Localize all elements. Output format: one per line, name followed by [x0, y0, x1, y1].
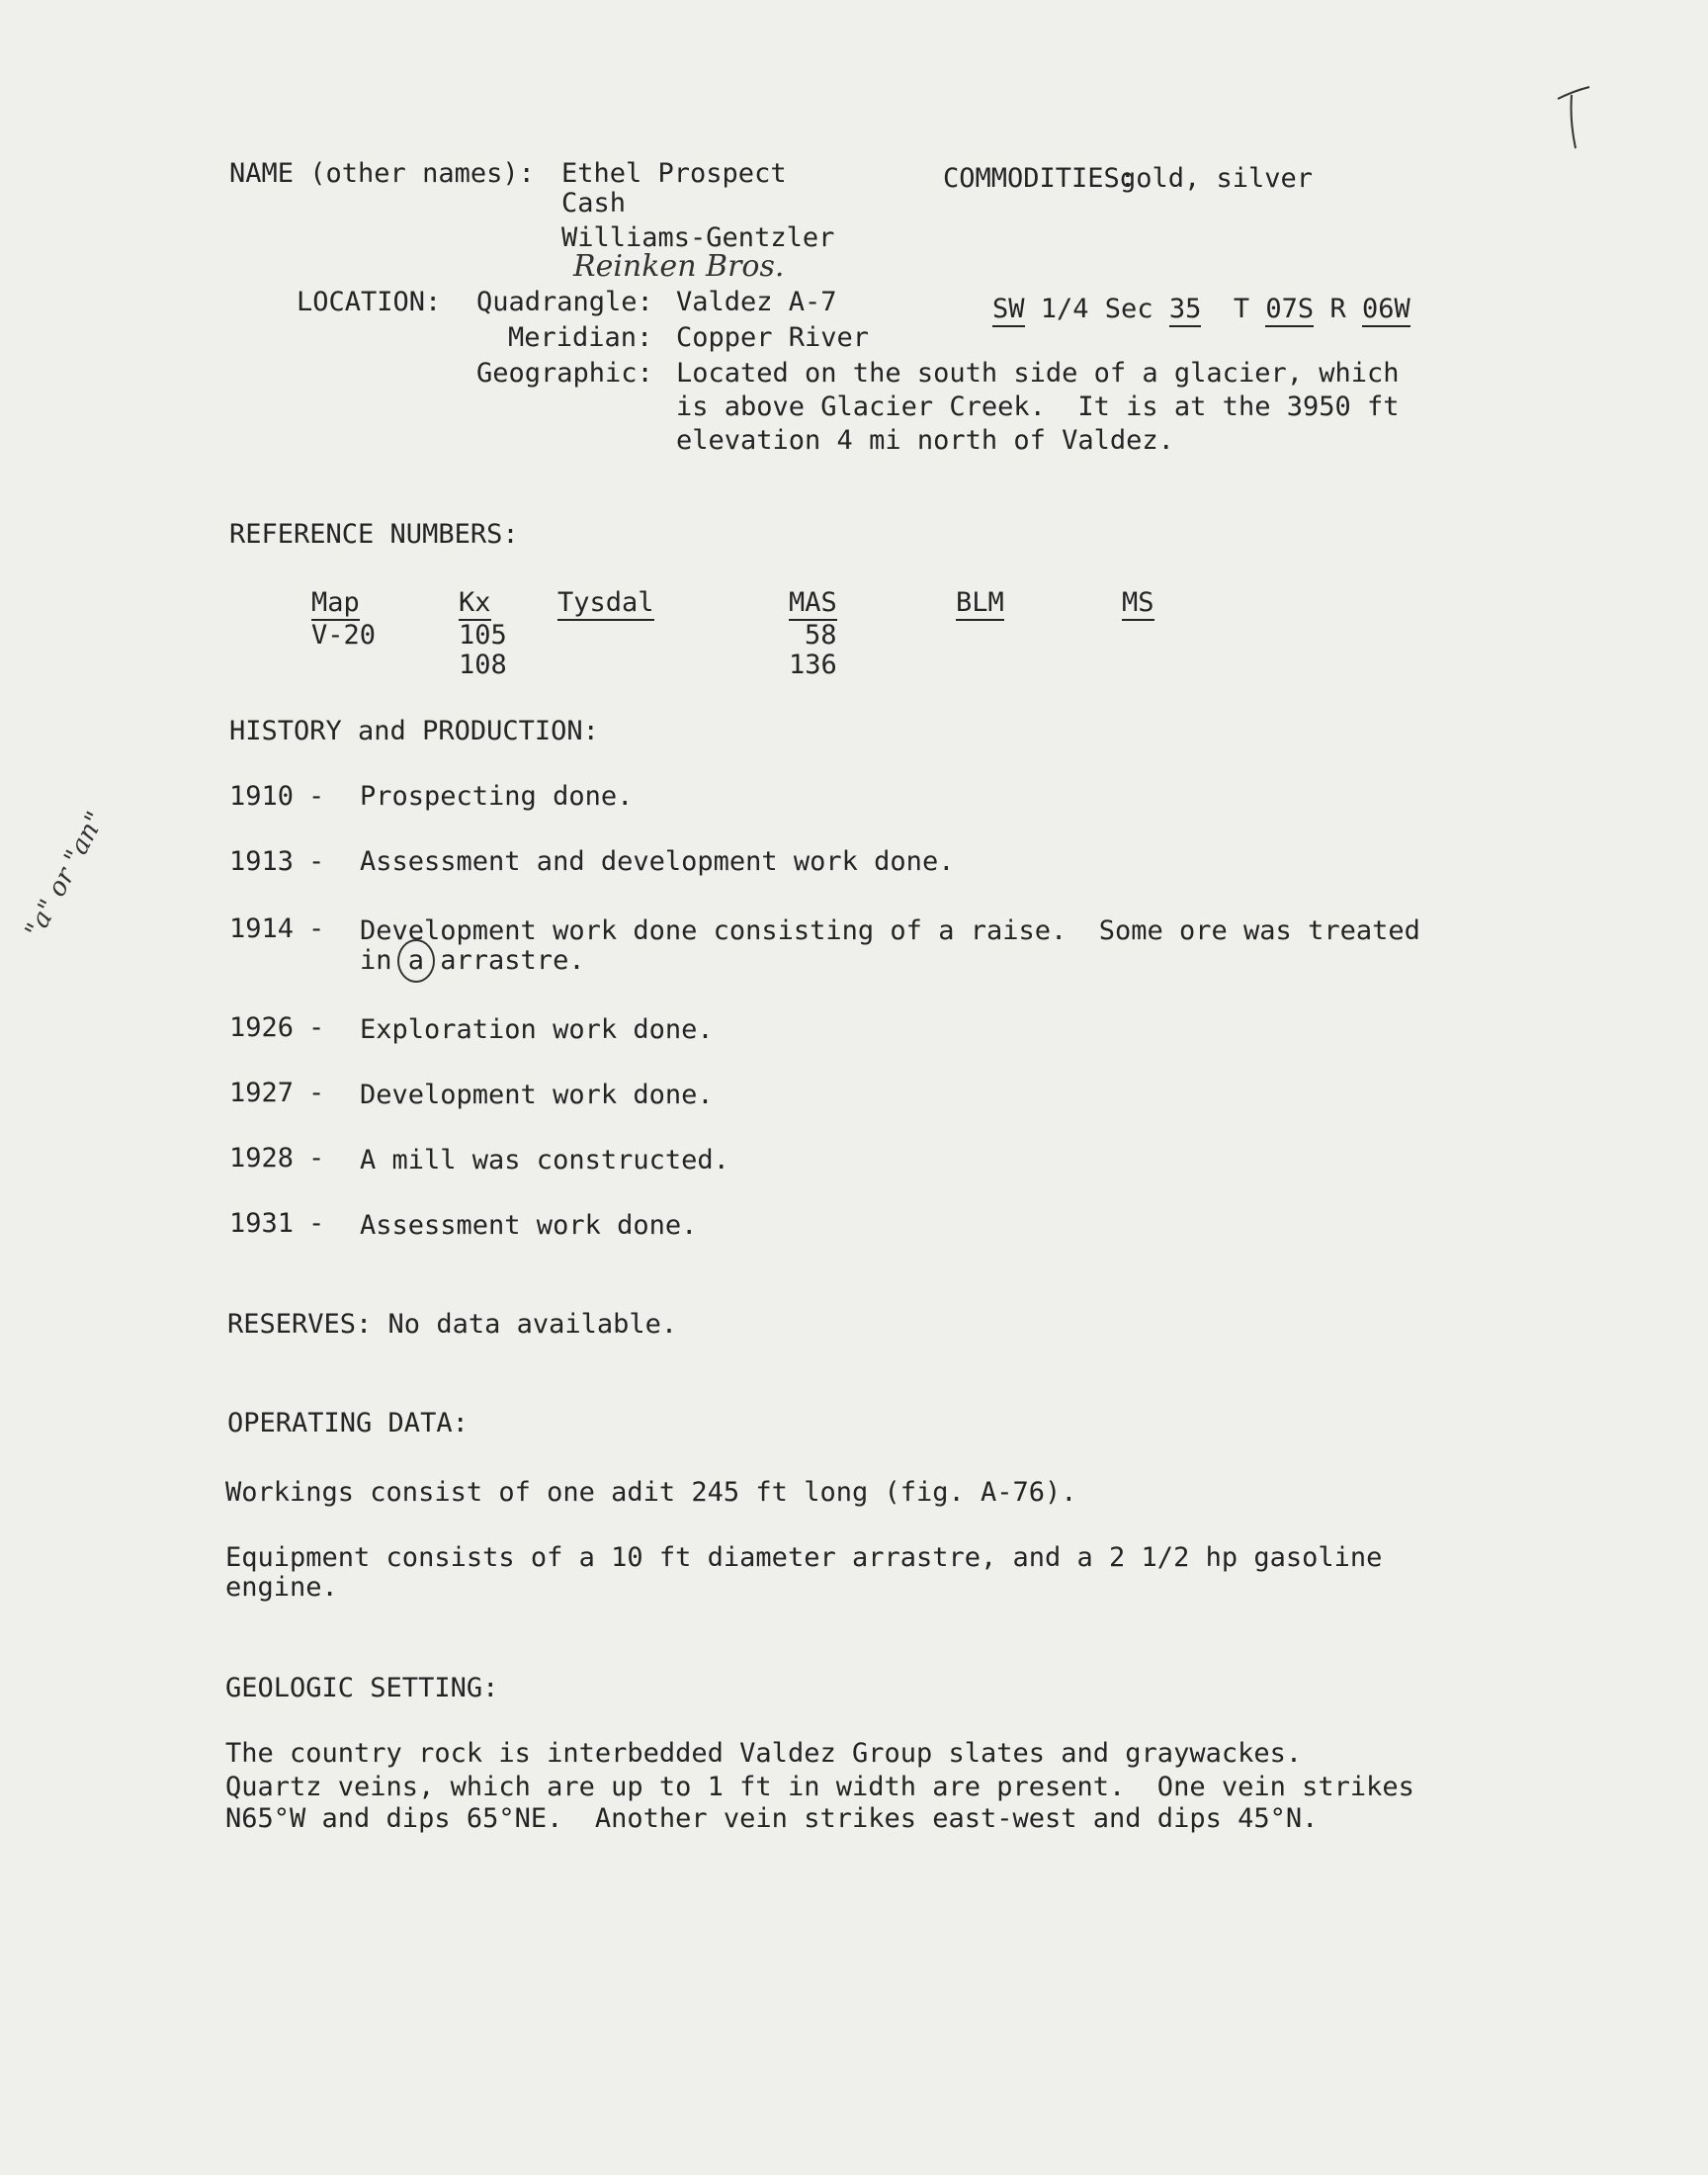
operating-equipment-line-2: engine.	[225, 1572, 338, 1603]
history-dash: -	[308, 781, 325, 812]
ref-col-kx	[459, 587, 491, 619]
commodities-label: COMMODITIES:	[943, 163, 1137, 194]
history-year: 1926	[229, 1012, 295, 1043]
ref-col-tysdal-label: Tysdal	[557, 587, 654, 621]
operating-heading: OPERATING DATA:	[227, 1408, 469, 1438]
geographic-line-3: elevation 4 mi north of Valdez.	[676, 425, 1174, 456]
ref-col-tysdal	[557, 587, 654, 619]
history-year: 1928	[229, 1143, 295, 1174]
ref-col-blm	[956, 587, 1004, 619]
ref-mas-value-1: 58	[805, 620, 837, 651]
quarter-value: SW	[992, 294, 1025, 327]
geology-line-3: N65°W and dips 65°NE. Another vein strikes east-west and dips 45°N.	[225, 1803, 1319, 1834]
reference-heading: REFERENCE NUMBERS:	[229, 519, 519, 550]
handwritten-name: Reinken Bros.	[573, 249, 785, 284]
history-year: 1931	[229, 1208, 295, 1239]
ref-kx-value-2: 108	[459, 650, 507, 680]
ref-kx-value-1: 105	[459, 620, 507, 651]
history-year: 1910	[229, 781, 295, 812]
history-heading: HISTORY and PRODUCTION:	[229, 716, 599, 746]
ref-col-map	[311, 587, 360, 619]
geographic-line-1: Located on the south side of a glacier, which	[676, 358, 1400, 389]
reserves-line: RESERVES: No data available.	[227, 1309, 678, 1340]
ref-col-mas	[789, 587, 837, 619]
name-other-2: Williams-Gentzler	[561, 222, 835, 253]
ref-col-kx-label: Kx	[459, 587, 491, 621]
handwritten-margin-note: "a" or "an"	[20, 807, 112, 944]
handwritten-circle-mark	[397, 939, 435, 983]
township-value: 07S	[1265, 294, 1314, 327]
ref-col-map-label: Map	[311, 587, 360, 621]
ref-mas-value-2: 136	[789, 650, 837, 680]
range-value: 06W	[1362, 294, 1410, 327]
history-dash: -	[308, 1208, 325, 1239]
section-value: 35	[1169, 294, 1202, 327]
location-label: LOCATION:	[297, 287, 442, 317]
history-text: Exploration work done.	[360, 1014, 714, 1045]
corner-handwritten-mark	[1554, 85, 1593, 150]
meridian-value: Copper River	[676, 322, 870, 353]
history-text: Assessment work done.	[360, 1210, 698, 1241]
history-dash: -	[308, 846, 325, 877]
geographic-line-2: is above Glacier Creek. It is at the 3950 ft	[676, 392, 1400, 422]
ref-col-mas-label: MAS	[789, 587, 837, 621]
history-text: Prospecting done.	[360, 781, 634, 812]
range-label: R	[1329, 294, 1346, 324]
history-year: 1913	[229, 846, 295, 877]
commodities-value: gold, silver	[1120, 163, 1314, 194]
township-label: T	[1233, 294, 1250, 324]
quadrangle-value: Valdez A-7	[676, 287, 837, 317]
history-text: Development work done consisting of a raise. Some ore was treated	[360, 915, 1420, 946]
geology-line-2: Quartz veins, which are up to 1 ft in width are present. One vein strikes	[225, 1772, 1414, 1802]
history-dash: -	[308, 1012, 325, 1043]
history-dash: -	[308, 914, 325, 944]
operating-equipment-line-1: Equipment consists of a 10 ft diameter arrastre, and a 2 1/2 hp gasoline	[225, 1542, 1383, 1573]
name-primary: Ethel Prospect	[561, 158, 787, 189]
meridian-label: Meridian:	[508, 322, 653, 353]
name-label: NAME (other names):	[229, 158, 535, 189]
history-text: A mill was constructed.	[360, 1145, 729, 1175]
ref-map-value: V-20	[311, 620, 377, 651]
geology-line-1: The country rock is interbedded Valdez Group slates and graywackes.	[225, 1738, 1303, 1769]
history-dash: -	[308, 1143, 325, 1174]
name-other-1: Cash	[561, 188, 627, 218]
quarter-section	[992, 294, 1410, 325]
quadrangle-label: Quadrangle:	[476, 287, 653, 317]
history-year: 1927	[229, 1078, 295, 1108]
history-text-continued: in a arrastre.	[360, 945, 585, 976]
geology-heading: GEOLOGIC SETTING:	[225, 1673, 499, 1703]
ref-col-blm-label: BLM	[956, 587, 1004, 621]
history-text: Assessment and development work done.	[360, 846, 955, 877]
operating-workings: Workings consist of one adit 245 ft long (fig. A-76).	[225, 1477, 1077, 1508]
history-year: 1914	[229, 914, 295, 944]
ref-col-ms	[1122, 587, 1154, 619]
quarter-suffix: 1/4 Sec	[1040, 294, 1153, 324]
ref-col-ms-label: MS	[1122, 587, 1154, 621]
history-dash: -	[308, 1078, 325, 1108]
geographic-label: Geographic:	[476, 358, 653, 389]
history-text: Development work done.	[360, 1080, 714, 1110]
